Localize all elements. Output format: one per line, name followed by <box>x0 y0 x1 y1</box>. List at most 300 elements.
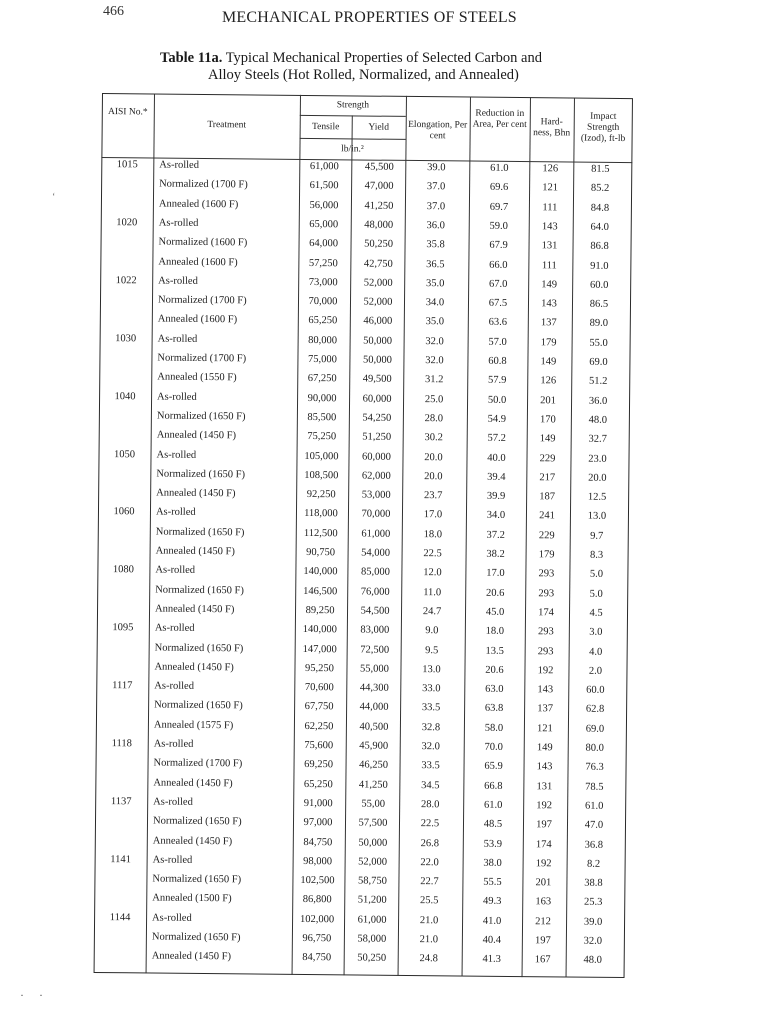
cell-treatment: As-rolled <box>159 159 200 171</box>
cell-elongation: 9.5 <box>425 644 439 656</box>
cell-hardness: 201 <box>535 877 552 889</box>
cell-tensile: 61,000 <box>309 160 339 173</box>
cell-elongation: 24.8 <box>419 953 438 965</box>
cell-impact: 61.0 <box>584 800 604 812</box>
cell-elongation: 34.5 <box>421 779 440 791</box>
cell-impact: 3.0 <box>589 626 603 639</box>
cell-hardness: 121 <box>542 182 559 194</box>
cell-impact: 36.8 <box>584 839 604 851</box>
cell-yield: 41,250 <box>358 779 388 791</box>
cell-reduction: 66.8 <box>484 780 503 792</box>
cell-impact: 78.5 <box>585 781 604 793</box>
cell-yield: 60,000 <box>362 451 392 463</box>
cell-elongation: 22.0 <box>420 856 439 869</box>
cell-aisi: 1020 <box>116 217 138 229</box>
cell-impact: 85.2 <box>590 182 610 195</box>
cell-impact: 23.0 <box>588 453 607 465</box>
cell-hardness: 174 <box>535 838 552 850</box>
cell-elongation: 37.0 <box>426 200 446 212</box>
cell-treatment: Normalized (1700 F) <box>157 294 247 307</box>
cell-hardness: 229 <box>538 529 555 542</box>
cell-elongation: 36.0 <box>426 220 445 232</box>
cell-reduction: 67.9 <box>489 239 508 252</box>
cell-yield: 51,200 <box>357 894 387 907</box>
cell-aisi: 1030 <box>115 332 137 345</box>
cell-tensile: 85,500 <box>307 411 337 424</box>
header-reduction: Reduction in Area, Per cent <box>472 108 527 131</box>
cell-yield: 76,000 <box>360 586 390 598</box>
cell-hardness: 149 <box>541 279 558 291</box>
cell-aisi: 1080 <box>112 564 134 576</box>
cell-elongation: 36.5 <box>426 258 445 270</box>
cell-impact: 8.2 <box>587 858 601 870</box>
cell-aisi: 1117 <box>112 680 133 692</box>
cell-elongation: 33.5 <box>421 702 441 714</box>
cell-hardness: 149 <box>540 356 557 368</box>
cell-elongation: 13.0 <box>422 663 441 676</box>
cell-treatment: As-rolled <box>158 275 198 287</box>
header-strength: Strength <box>336 100 370 111</box>
cell-tensile: 70,600 <box>304 682 334 694</box>
cell-yield: 58,000 <box>357 933 387 945</box>
cell-tensile: 84,750 <box>303 836 333 848</box>
cell-tensile: 92,250 <box>306 489 336 501</box>
cell-tensile: 105,000 <box>304 450 339 462</box>
cell-yield: 50,250 <box>357 952 387 965</box>
cell-yield: 49,500 <box>362 373 392 386</box>
cell-impact: 48.0 <box>588 414 608 426</box>
cell-elongation: 25.5 <box>420 895 439 907</box>
cell-tensile: 64,000 <box>309 238 339 250</box>
cell-hardness: 143 <box>541 221 558 233</box>
cell-reduction: 38.0 <box>483 857 502 869</box>
cell-reduction: 13.5 <box>485 645 504 657</box>
footer-marks: · · <box>20 988 49 1002</box>
cell-hardness: 179 <box>540 336 557 349</box>
cell-elongation: 37.0 <box>426 181 446 193</box>
cell-yield: 61,000 <box>361 528 391 540</box>
cell-treatment: Normalized (1650 F) <box>154 642 244 654</box>
cell-hardness: 197 <box>536 819 552 831</box>
cell-elongation: 32.0 <box>425 355 444 367</box>
cell-treatment: Normalized (1650 F) <box>155 526 245 539</box>
cell-tensile: 62,250 <box>304 720 334 732</box>
running-head: MECHANICAL PROPERTIES OF STEELS <box>222 9 517 26</box>
cell-tensile: 140,000 <box>302 624 337 636</box>
cell-impact: 76.3 <box>585 761 604 774</box>
cell-treatment: Annealed (1450 F) <box>155 545 235 558</box>
cell-impact: 4.0 <box>589 646 603 658</box>
cell-tensile: 73,000 <box>308 276 338 289</box>
cell-yield: 50,000 <box>358 836 388 849</box>
cell-yield: 50,000 <box>363 335 393 347</box>
cell-tensile: 69,250 <box>304 759 334 771</box>
cell-elongation: 12.0 <box>423 567 442 579</box>
cell-elongation: 22.5 <box>423 548 442 560</box>
cell-reduction: 39.4 <box>487 471 506 483</box>
cell-impact: 20.0 <box>588 472 607 484</box>
cell-hardness: 293 <box>538 568 555 580</box>
cell-tensile: 118,000 <box>304 508 338 520</box>
cell-hardness: 111 <box>542 201 558 213</box>
cell-yield: 40,500 <box>359 721 389 733</box>
cell-treatment: Normalized (1650 F) <box>154 699 243 712</box>
cell-hardness: 179 <box>538 549 555 561</box>
cell-treatment: Normalized (1700 F) <box>153 757 243 770</box>
cell-reduction: 55.5 <box>483 876 502 888</box>
header-aisi: AISI No.* <box>107 107 148 118</box>
cell-treatment: As-rolled <box>152 854 193 866</box>
cell-tensile: 67,250 <box>307 373 337 385</box>
cell-elongation: 32.0 <box>421 741 440 753</box>
cell-hardness: 126 <box>540 375 557 387</box>
cell-hardness: 217 <box>539 472 556 484</box>
cell-yield: 45,500 <box>364 161 394 173</box>
cell-hardness: 197 <box>534 935 551 947</box>
cell-reduction: 63.8 <box>484 703 504 715</box>
cell-reduction: 69.7 <box>489 201 509 213</box>
cell-yield: 52,000 <box>358 856 388 868</box>
cell-impact: 5.0 <box>589 588 603 600</box>
cell-yield: 54,250 <box>362 412 392 424</box>
header-treatment: Treatment <box>207 120 247 131</box>
cell-impact: 55.0 <box>589 337 608 349</box>
cell-tensile: 56,000 <box>309 199 339 211</box>
cell-yield: 58,750 <box>357 875 387 887</box>
cell-tensile: 90,750 <box>306 546 336 559</box>
cell-elongation: 35.0 <box>425 277 445 290</box>
cell-treatment: As-rolled <box>155 564 196 577</box>
cell-reduction: 53.9 <box>483 838 503 850</box>
cell-hardness: 241 <box>539 510 555 522</box>
cell-treatment: Normalized (1650 F) <box>156 410 246 423</box>
cell-hardness: 111 <box>541 259 557 271</box>
cell-elongation: 39.0 <box>427 162 446 174</box>
cell-impact: 38.8 <box>584 877 603 889</box>
cell-aisi: 1118 <box>111 738 132 750</box>
cell-yield: 42,750 <box>363 258 393 270</box>
cell-treatment: As-rolled <box>153 738 194 750</box>
cell-elongation: 33.5 <box>421 760 440 772</box>
cell-treatment: Annealed (1600 F) <box>158 256 238 268</box>
cell-reduction: 58.0 <box>484 722 504 734</box>
cell-reduction: 63.6 <box>488 317 508 329</box>
cell-tensile: 89,250 <box>305 604 335 617</box>
cell-elongation: 11.0 <box>423 586 442 598</box>
cell-reduction: 40.0 <box>487 452 506 464</box>
cell-hardness: 293 <box>537 645 554 657</box>
cell-treatment: Normalized (1650 F) <box>152 873 242 886</box>
cell-tensile: 84,750 <box>302 952 332 964</box>
cell-treatment: Normalized (1650 F) <box>155 584 244 596</box>
cell-hardness: 293 <box>538 587 555 599</box>
cell-reduction: 70.0 <box>484 741 503 753</box>
cell-yield: 41,250 <box>364 200 394 212</box>
cell-impact: 81.5 <box>591 163 610 175</box>
cell-yield: 61,000 <box>357 914 387 926</box>
cell-hardness: 143 <box>537 684 554 696</box>
cell-hardness: 121 <box>536 722 553 735</box>
cell-yield: 48,000 <box>364 219 394 231</box>
cell-impact: 51.2 <box>589 375 608 388</box>
cell-tensile: 91,000 <box>303 797 333 810</box>
table-title-line2: Alloy Steels (Hot Rolled, Normalized, and Annealed) <box>208 67 519 83</box>
cell-tensile: 65,000 <box>309 218 339 231</box>
cell-reduction: 61.0 <box>490 162 509 174</box>
cell-yield: 83,000 <box>360 624 390 636</box>
cell-reduction: 45.0 <box>485 606 505 618</box>
cell-elongation: 21.0 <box>419 914 439 926</box>
cell-impact: 13.0 <box>587 511 607 523</box>
cell-impact: 62.8 <box>585 704 605 716</box>
cell-treatment: As-rolled <box>152 912 192 924</box>
cell-reduction: 67.0 <box>488 278 508 290</box>
cell-impact: 39.0 <box>583 916 603 928</box>
cell-elongation: 18.0 <box>423 528 443 540</box>
cell-impact: 32.0 <box>583 935 603 947</box>
cell-reduction: 59.0 <box>489 220 508 232</box>
cell-impact: 36.0 <box>588 395 608 407</box>
cell-hardness: 131 <box>541 240 558 252</box>
cell-treatment: As-rolled <box>155 506 196 519</box>
cell-reduction: 63.0 <box>485 683 504 695</box>
cell-elongation: 35.0 <box>425 316 445 328</box>
cell-reduction: 17.0 <box>486 568 505 580</box>
cell-yield: 55,000 <box>359 663 389 675</box>
cell-aisi: 1137 <box>110 796 132 808</box>
cell-reduction: 18.0 <box>485 625 505 638</box>
cell-reduction: 49.3 <box>483 896 502 908</box>
cell-impact: 12.5 <box>587 491 607 503</box>
cell-reduction: 67.5 <box>488 297 508 309</box>
cell-tensile: 86,800 <box>302 894 332 906</box>
cell-treatment: Normalized (1700 F) <box>159 178 248 191</box>
cell-treatment: Normalized (1650 F) <box>152 815 242 828</box>
cell-impact: 64.0 <box>590 221 609 233</box>
cell-treatment: Annealed (1500 F) <box>152 892 232 905</box>
cell-reduction: 38.2 <box>486 548 505 560</box>
header-hardness: Hard- ness, Bhn <box>533 117 571 139</box>
cell-aisi: 1015 <box>116 159 138 171</box>
cell-elongation: 22.7 <box>420 876 439 888</box>
cell-hardness: 170 <box>539 414 556 426</box>
cell-elongation: 20.0 <box>424 451 443 463</box>
cell-yield: 47,000 <box>364 180 394 193</box>
cell-hardness: 163 <box>535 896 552 908</box>
header-strength-unit: lb/in.² <box>341 144 364 155</box>
cell-tensile: 57,250 <box>308 257 338 269</box>
cell-yield: 51,250 <box>362 431 392 443</box>
cell-elongation: 25.0 <box>424 393 444 405</box>
cell-elongation: 22.5 <box>420 818 440 830</box>
cell-yield: 60,000 <box>362 393 392 405</box>
cell-tensile: 75,600 <box>304 739 334 752</box>
cell-impact: 32.7 <box>588 433 607 446</box>
cell-hardness: 167 <box>534 954 551 966</box>
cell-reduction: 20.6 <box>485 587 505 599</box>
cell-aisi: 1144 <box>109 911 131 923</box>
cell-elongation: 20.0 <box>424 470 443 483</box>
cell-reduction: 60.8 <box>488 355 507 367</box>
cell-elongation: 32.8 <box>421 721 441 733</box>
cell-impact: 60.0 <box>586 684 605 696</box>
cell-reduction: 69.6 <box>489 182 509 194</box>
cell-elongation: 30.2 <box>424 432 443 444</box>
cell-treatment: As-rolled <box>156 449 197 461</box>
cell-impact: 84.8 <box>590 202 610 214</box>
cell-tensile: 146,500 <box>303 585 338 597</box>
cell-elongation: 32.0 <box>425 335 444 347</box>
cell-impact: 5.0 <box>589 569 604 581</box>
cell-tensile: 96,750 <box>302 932 332 945</box>
cell-impact: 86.5 <box>589 298 609 310</box>
cell-aisi: 1050 <box>113 448 136 460</box>
cell-reduction: 48.5 <box>483 818 503 831</box>
cell-reduction: 61.0 <box>483 799 503 811</box>
cell-treatment: Annealed (1450 F) <box>156 487 236 500</box>
cell-aisi: 1040 <box>114 390 136 402</box>
cell-tensile: 112,500 <box>303 527 338 539</box>
cell-tensile: 61,500 <box>309 180 339 192</box>
cell-impact: 25.3 <box>584 897 603 909</box>
cell-hardness: 229 <box>539 452 556 464</box>
cell-reduction: 54.9 <box>487 413 507 425</box>
cell-reduction: 50.0 <box>487 394 507 406</box>
cell-impact: 86.8 <box>590 240 609 253</box>
cell-treatment: As-rolled <box>157 391 197 403</box>
cell-impact: 69.0 <box>585 723 605 735</box>
cell-elongation: 28.0 <box>424 413 444 425</box>
cell-impact: 91.0 <box>590 260 609 272</box>
header-elongation: Elongation, Per cent <box>408 119 468 142</box>
cell-hardness: 192 <box>536 800 553 812</box>
cell-treatment: Normalized (1700 F) <box>157 352 247 365</box>
cell-yield: 54,000 <box>361 547 391 559</box>
cell-tensile: 65,250 <box>303 778 333 790</box>
cell-tensile: 147,000 <box>302 643 337 655</box>
cell-tensile: 140,000 <box>303 566 338 578</box>
cell-elongation: 17.0 <box>423 509 443 521</box>
cell-tensile: 95,250 <box>304 662 334 675</box>
cell-hardness: 187 <box>539 491 556 503</box>
cell-treatment: Annealed (1450 F) <box>156 429 237 442</box>
cell-yield: 70,000 <box>361 508 391 521</box>
cell-reduction: 37.2 <box>486 529 506 541</box>
cell-reduction: 65.9 <box>484 760 503 773</box>
cell-hardness: 149 <box>536 742 553 754</box>
cell-reduction: 41.3 <box>482 953 501 966</box>
cell-hardness: 143 <box>536 761 553 773</box>
cell-aisi: 1141 <box>110 853 132 866</box>
cell-treatment: Annealed (1600 F) <box>158 198 239 210</box>
cell-yield: 62,000 <box>361 470 391 482</box>
cell-yield: 50,000 <box>362 354 392 366</box>
cell-reduction: 57.9 <box>488 375 507 387</box>
cell-tensile: 90,000 <box>307 392 337 404</box>
cell-hardness: 192 <box>537 665 554 677</box>
cell-yield: 72,500 <box>360 644 390 656</box>
page-number: 466 <box>103 4 124 19</box>
cell-treatment: Annealed (1450 F) <box>152 835 233 847</box>
cell-elongation: 33.0 <box>422 683 441 695</box>
cell-tensile: 108,500 <box>304 469 339 482</box>
cell-treatment: Annealed (1450 F) <box>153 777 233 789</box>
cell-tensile: 75,000 <box>307 353 337 366</box>
cell-treatment: As-rolled <box>153 796 193 808</box>
cell-reduction: 34.0 <box>486 510 506 522</box>
cell-yield: 45,900 <box>359 740 389 752</box>
cell-treatment: Annealed (1575 F) <box>153 719 234 731</box>
cell-tensile: 67,750 <box>304 701 334 713</box>
cell-elongation: 21.0 <box>419 934 439 946</box>
cell-yield: 50,250 <box>364 238 394 250</box>
cell-impact: 89.0 <box>589 318 609 330</box>
cell-hardness: 143 <box>541 298 557 310</box>
cell-impact: 2.0 <box>588 665 603 677</box>
cell-hardness: 201 <box>540 394 556 406</box>
cell-hardness: 137 <box>540 317 557 329</box>
cell-treatment: As-rolled <box>157 333 198 345</box>
cell-treatment: Annealed (1450 F) <box>151 950 232 963</box>
header-yield: Yield <box>368 122 390 133</box>
table-title <box>160 50 600 84</box>
cell-treatment: Normalized (1650 F) <box>156 468 246 481</box>
cell-elongation: 26.8 <box>420 837 440 849</box>
cell-treatment: Normalized (1650 F) <box>151 931 241 944</box>
cell-tensile: 70,000 <box>308 296 338 308</box>
properties-table <box>94 93 633 978</box>
table-title-line1: Typical Mechanical Properties of Selected Carbon and <box>225 50 542 66</box>
cell-elongation: 31.2 <box>425 374 444 386</box>
cell-hardness: 131 <box>536 780 553 792</box>
cell-hardness: 126 <box>542 163 559 175</box>
cell-tensile: 80,000 <box>308 334 338 346</box>
cell-reduction: 40.4 <box>482 934 502 946</box>
cell-elongation: 9.0 <box>425 625 439 637</box>
cell-impact: 8.3 <box>589 549 604 561</box>
cell-yield: 53,000 <box>361 489 391 501</box>
cell-reduction: 41.0 <box>482 915 502 927</box>
cell-elongation: 24.7 <box>422 605 442 618</box>
cell-yield: 54,500 <box>360 605 390 617</box>
cell-yield: 85,000 <box>360 566 390 579</box>
cell-yield: 52,000 <box>363 296 393 308</box>
cell-hardness: 174 <box>538 607 554 619</box>
cell-treatment: As-rolled <box>154 622 195 635</box>
cell-treatment: Annealed (1550 F) <box>157 371 237 384</box>
cell-treatment: As-rolled <box>158 217 199 229</box>
cell-tensile: 102,000 <box>299 913 335 925</box>
cell-yield: 46,000 <box>363 315 393 328</box>
cell-yield: 57,500 <box>358 817 388 829</box>
cell-hardness: 137 <box>537 703 554 715</box>
cell-elongation: 28.0 <box>420 798 440 811</box>
cell-impact: 4.5 <box>589 607 603 619</box>
cell-hardness: 212 <box>535 915 551 928</box>
cell-reduction: 66.0 <box>489 259 508 271</box>
cell-yield: 55,00 <box>361 798 386 810</box>
cell-treatment: Annealed (1450 F) <box>154 603 235 616</box>
cell-hardness: 192 <box>535 857 552 870</box>
cell-hardness: 293 <box>537 626 554 638</box>
cell-aisi: 1060 <box>113 506 135 518</box>
cell-elongation: 23.7 <box>423 490 443 502</box>
header-tensile: Tensile <box>311 122 340 133</box>
cell-reduction: 39.9 <box>486 490 506 502</box>
cell-impact: 60.0 <box>589 279 609 291</box>
cell-impact: 48.0 <box>583 954 602 967</box>
cell-tensile: 98,000 <box>303 855 333 868</box>
